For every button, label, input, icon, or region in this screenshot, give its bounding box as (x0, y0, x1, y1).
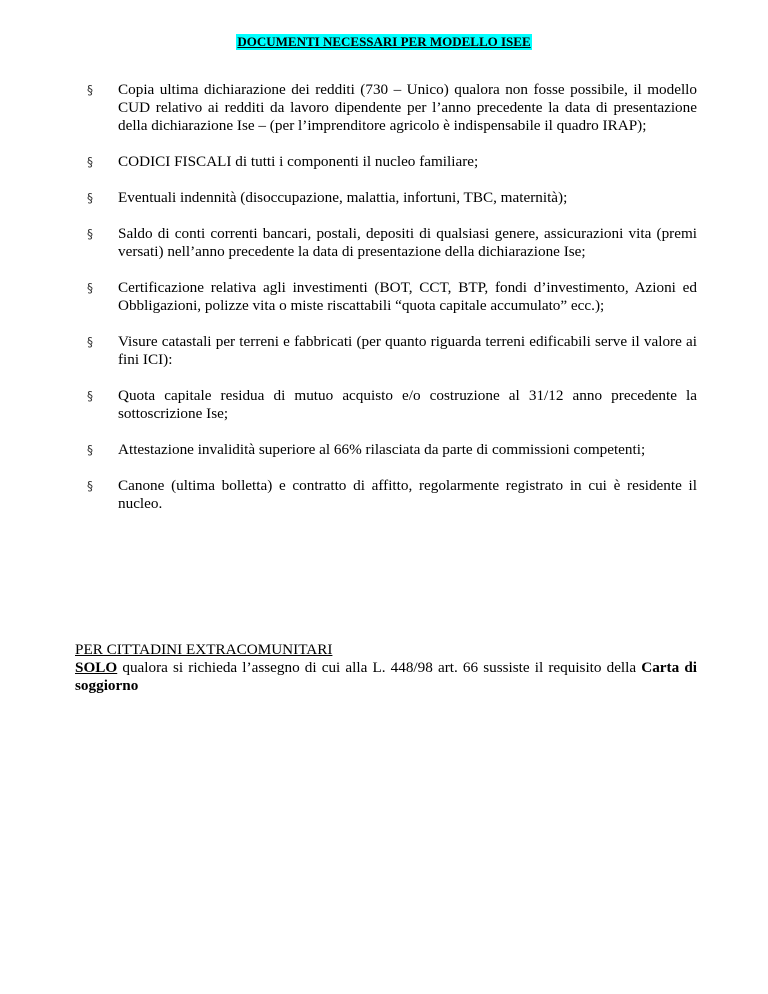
list-item (87, 333, 697, 369)
section-bullet-icon: § (87, 191, 93, 205)
list-item (87, 153, 697, 171)
solo-emphasis: SOLO (75, 659, 118, 676)
section-bullet-icon: § (87, 155, 93, 169)
list-item-text: Eventuali indennità (disoccupazione, malattia, infortuni, TBC, maternità); (118, 189, 568, 206)
list-item-text: Saldo di conti correnti bancari, postali, depositi di qualsiasi genere, assicurazioni vita (premi versati) nell’anno precedente la data di presentazione della dichiarazione Ise; (118, 225, 697, 260)
section-heading: PER CITTADINI EXTRACOMUNITARI (75, 641, 333, 658)
list-item-text: Visure catastali per terreni e fabbricati (per quanto riguarda terreni edificabili serve il valore ai fini ICI): (118, 333, 697, 368)
list-item (87, 189, 697, 207)
list-item (87, 441, 697, 459)
section-bullet-icon: § (87, 443, 93, 457)
list-item-text: Certificazione relativa agli investimenti (BOT, CCT, BTP, fondi d’investimento, Azioni ed Obbligazioni, polizze vita o miste riscattabili “quota capitale accumulato” ecc.); (118, 279, 697, 314)
list-item (87, 477, 697, 513)
paragraph-body: qualora si richieda l’assegno di cui alla L. 448/98 art. 66 sussiste il requisito della (117, 659, 642, 676)
section-bullet-icon: § (87, 389, 93, 403)
list-item-text: CODICI FISCALI di tutti i componenti il nucleo familiare; (118, 153, 479, 170)
section-bullet-icon: § (87, 83, 93, 97)
section-bullet-icon: § (87, 281, 93, 295)
carta-emphasis: Carta di soggiorno (75, 659, 697, 694)
section-bullet-icon: § (87, 227, 93, 241)
section-paragraph (75, 659, 697, 695)
list-item (87, 387, 697, 423)
list-item-text: Copia ultima dichiarazione dei redditi (730 – Unico) qualora non fosse possibile, il modello CUD relativo ai redditi da lavoro dipendente per l’anno precedente la data di presentazione della dichiarazione Ise – (per l’imprenditore agricolo è indispensabile il quadro IRAP); (118, 81, 697, 134)
section-bullet-icon: § (87, 479, 93, 493)
list-item (87, 81, 697, 135)
list-item-text: Attestazione invalidità superiore al 66% rilasciata da parte di commissioni competenti; (118, 441, 646, 458)
document-title: DOCUMENTI NECESSARI PER MODELLO ISEE (237, 34, 531, 49)
list-item-text: Quota capitale residua di mutuo acquisto e/o costruzione al 31/12 anno precedente la sottoscrizione Ise; (118, 387, 697, 422)
list-item (87, 279, 697, 315)
list-item (87, 225, 697, 261)
document-list (87, 81, 697, 531)
section-bullet-icon: § (87, 335, 93, 349)
extracomunitari-section (75, 641, 697, 695)
title-container (0, 33, 768, 51)
list-item-text: Canone (ultima bolletta) e contratto di affitto, regolarmente registrato in cui è residente il nucleo. (118, 477, 697, 512)
